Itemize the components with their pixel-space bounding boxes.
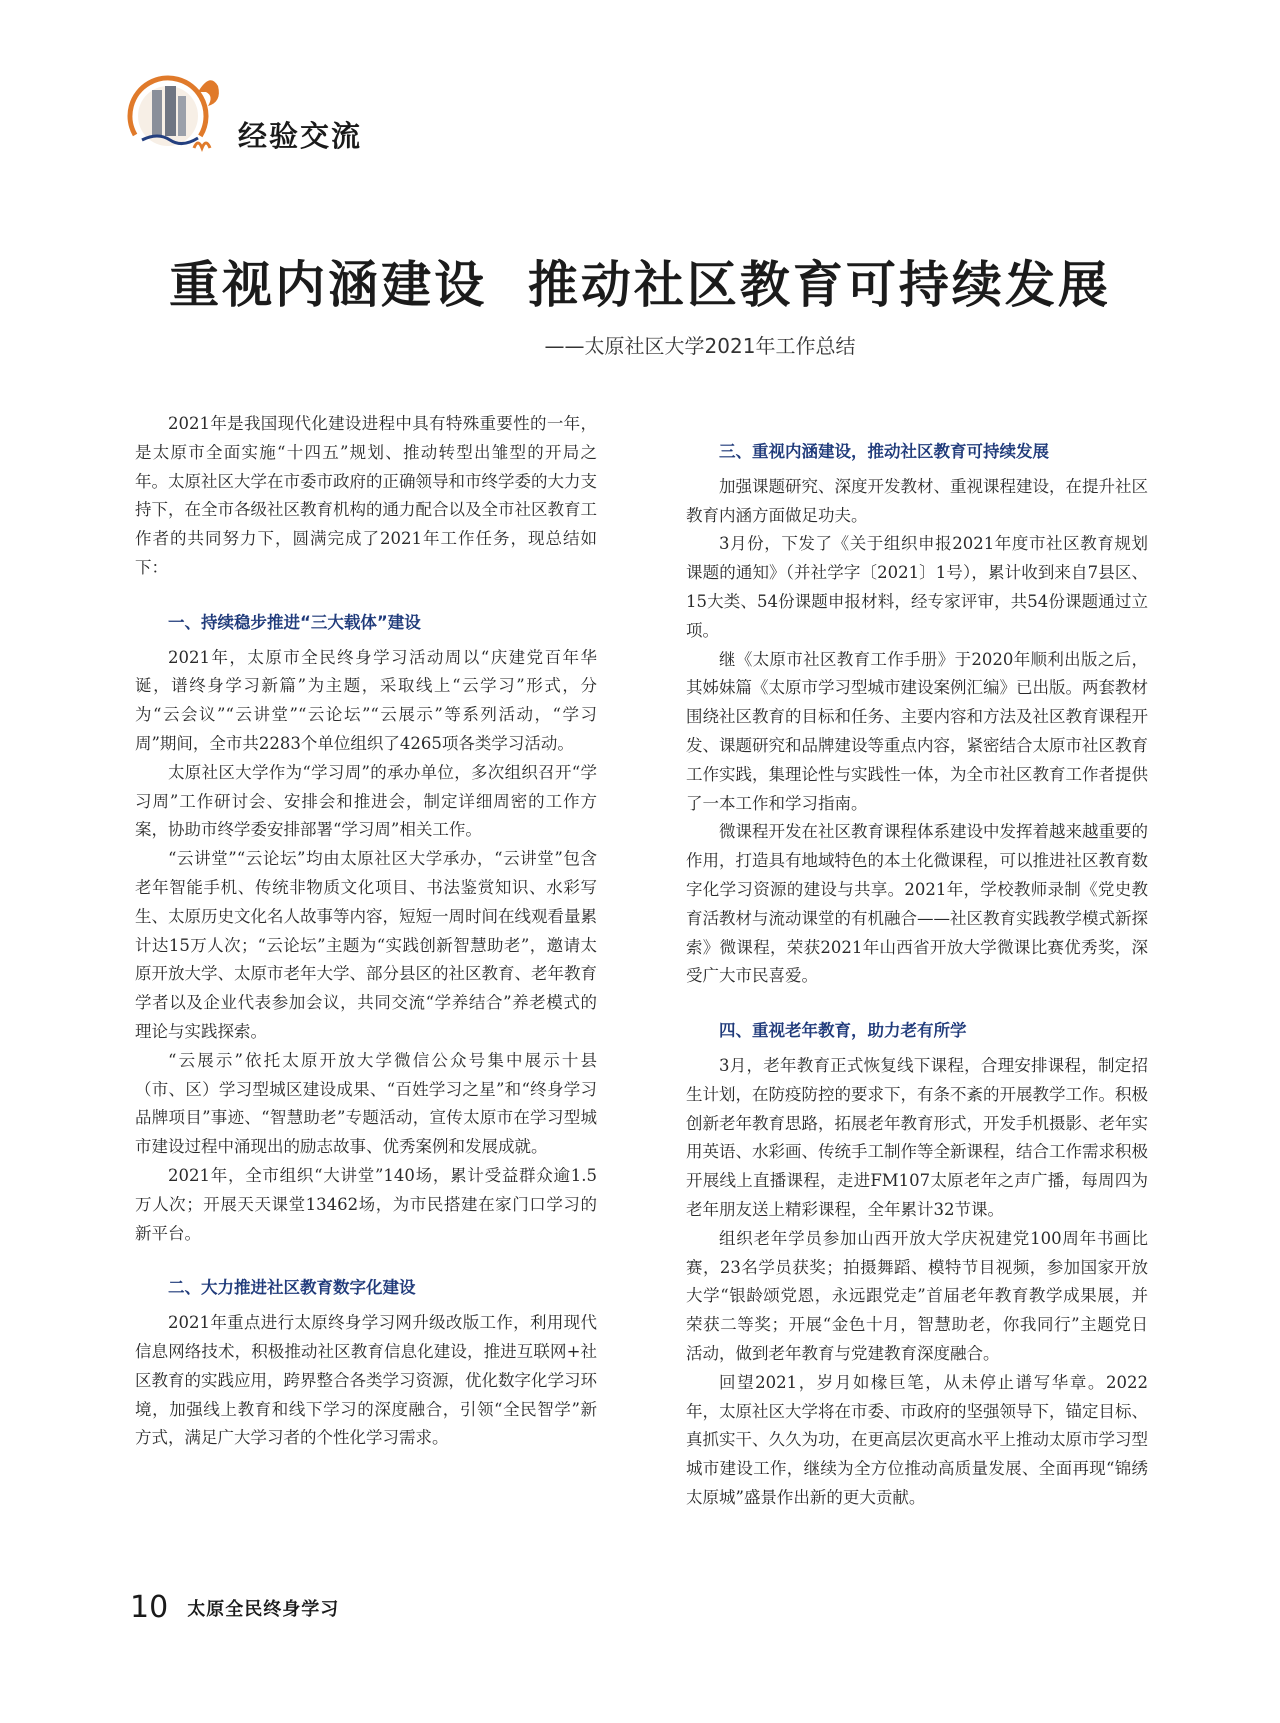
article-title: 重视内涵建设 推动社区教育可持续发展 — [169, 256, 1111, 314]
page-header — [118, 62, 438, 162]
paragraph: 加强课题研究、深度开发教材、重视课程建设，在提升社区教育内涵方面做足功夫。 — [686, 476, 1148, 525]
journal-name: 太原全民终身学习 — [187, 1598, 340, 1620]
left-column — [135, 410, 597, 1453]
page-number: 10 — [130, 1590, 169, 1625]
right-column — [686, 438, 1148, 1513]
paragraph: 继《太原市社区教育工作手册》于2020年顺利出版之后，其姊妹篇《太原市学习型城市建设案例汇编》已出版。两套教材围绕社区教育的目标和任务、主要内容和方法及社区教育课程开发、课题研究和品牌建设等重点内容，紧密结合太原市社区教育工作实践，集理论性与实践性一体，为全市社区教育工作者提供了一本工作和学习指南。 — [686, 649, 1148, 813]
paragraph: 组织老年学员参加山西开放大学庆祝建党100周年书画比赛，23名学员获奖；拍摄舞蹈、模特节目视频，参加国家开放大学“银龄颂党恩，永远跟党走”首届老年教育教学成果展，并荣获二等奖；开展“金色十月，智慧助老，你我同行”主题党日活动，做到老年教育与党建教育深度融合。 — [686, 1228, 1148, 1363]
page-footer — [130, 1590, 339, 1625]
paragraph: “云讲堂”“云论坛”均由太原社区大学承办，“云讲堂”包含老年智能手机、传统非物质文化项目、书法鉴赏知识、水彩写生、太原历史文化名人故事等内容，短短一周时间在线观看量累计达15万人次；“云论坛”主题为“实践创新智慧助老”，邀请太原开放大学、太原市老年大学、部分县区的社区教育、老年教育学者以及企业代表参加会议，共同交流“学养结合”养老模式的理论与实践探索。 — [135, 849, 597, 1041]
section-tag: 经验交流 — [238, 119, 363, 153]
paragraph: 太原社区大学作为“学习周”的承办单位，多次组织召开“学习周”工作研讨会、安排会和推进会，制定详细周密的工作方案，协助市终学委安排部署“学习周”相关工作。 — [135, 762, 597, 840]
paragraph: 3月份，下发了《关于组织申报2021年度市社区教育规划课题的通知》（并社学字〔2021〕1号），累计收到来自7县区、15大类、54份课题申报材料，经专家评审，共54份课题通过立项。 — [686, 534, 1148, 640]
article-subtitle: ——太原社区大学2021年工作总结 — [544, 334, 856, 358]
paragraph: “云展示”依托太原开放大学微信公众号集中展示十县（市、区）学习型城区建设成果、“百姓学习之星”和“终身学习品牌项目”事迹、“智慧助老”专题活动，宣传太原市在学习型城市建设过程中涌现出的励志故事、优秀案例和发展成就。 — [135, 1050, 597, 1157]
paragraph: 2021年，太原市全民终身学习活动周以“庆建党百年华诞，谱终身学习新篇”为主题，采取线上“云学习”形式，分为“云会议”“云讲堂”“云论坛”“云展示”等系列活动，“学习周”期间，全市共2283个单位组织了4265项各类学习活动。 — [135, 647, 597, 753]
taiyuan-lifelong-learning-logo-icon — [118, 62, 228, 162]
section-3-heading: 三、重视内涵建设，推动社区教育可持续发展 — [719, 442, 1049, 461]
section-4-heading: 四、重视老年教育，助力老有所学 — [719, 1021, 967, 1041]
paragraph: 微课程开发在社区教育课程体系建设中发挥着越来越重要的作用，打造具有地域特色的本土化微课程，可以推进社区教育数字化学习资源的建设与共享。2021年，学校教师录制《党史教育活教材与流动课堂的有机融合——社区教育实践教学模式新探索》微课程，荣获2021年山西省开放大学微课比赛优秀奖，深受广大市民喜爱。 — [686, 822, 1148, 986]
section-1-heading: 一、持续稳步推进“三大载体”建设 — [168, 612, 421, 632]
paragraph: 3月，老年教育正式恢复线下课程，合理安排课程，制定招生计划，在防疫防控的要求下，有条不紊的开展教学工作。积极创新老年教育思路，拓展老年教育形式，开发手机摄影、老年实用英语、水彩画、传统手工制作等全新课程，结合工作需求积极开展线上直播课程，走进FM107太原老年之声广播，每周四为老年朋友送上精彩课程，全年累计32节课。 — [686, 1055, 1148, 1219]
section-2-heading: 二、大力推进社区教育数字化建设 — [168, 1278, 416, 1298]
paragraph: 2021年，全市组织“大讲堂”140场，累计受益群众逾1.5万人次；开展天天课堂13462场，为市民搭建在家门口学习的新平台。 — [135, 1165, 597, 1243]
paragraph: 2021年重点进行太原终身学习网升级改版工作，利用现代信息网络技术，积极推动社区教育信息化建设，推进互联网+社区教育的实践应用，跨界整合各类学习资源，优化数字化学习环境，加强线上教育和线下学习的深度融合，引领“全民智学”新方式，满足广大学习者的个性化学习需求。 — [135, 1313, 597, 1448]
intro-paragraph: 2021年是我国现代化建设进程中具有特殊重要性的一年，是太原市全面实施“十四五”规划、推动转型出雏型的开局之年。太原社区大学在市委市政府的正确领导和市终学委的大力支持下，在全市各级社区教育机构的通力配合以及全市社区教育工作者的共同努力下，圆满完成了2021年工作任务，现总结如下： — [135, 414, 597, 577]
paragraph: 回望2021，岁月如椽巨笔，从未停止谱写华章。2022年，太原社区大学将在市委、市政府的坚强领导下，锚定目标、真抓实干、久久为功，在更高层次更高水平上推动太原市学习型城市建设工作，继续为全方位推动高质量发展、全面再现“锦绣太原城”盛景作出新的更大贡献。 — [686, 1372, 1148, 1507]
